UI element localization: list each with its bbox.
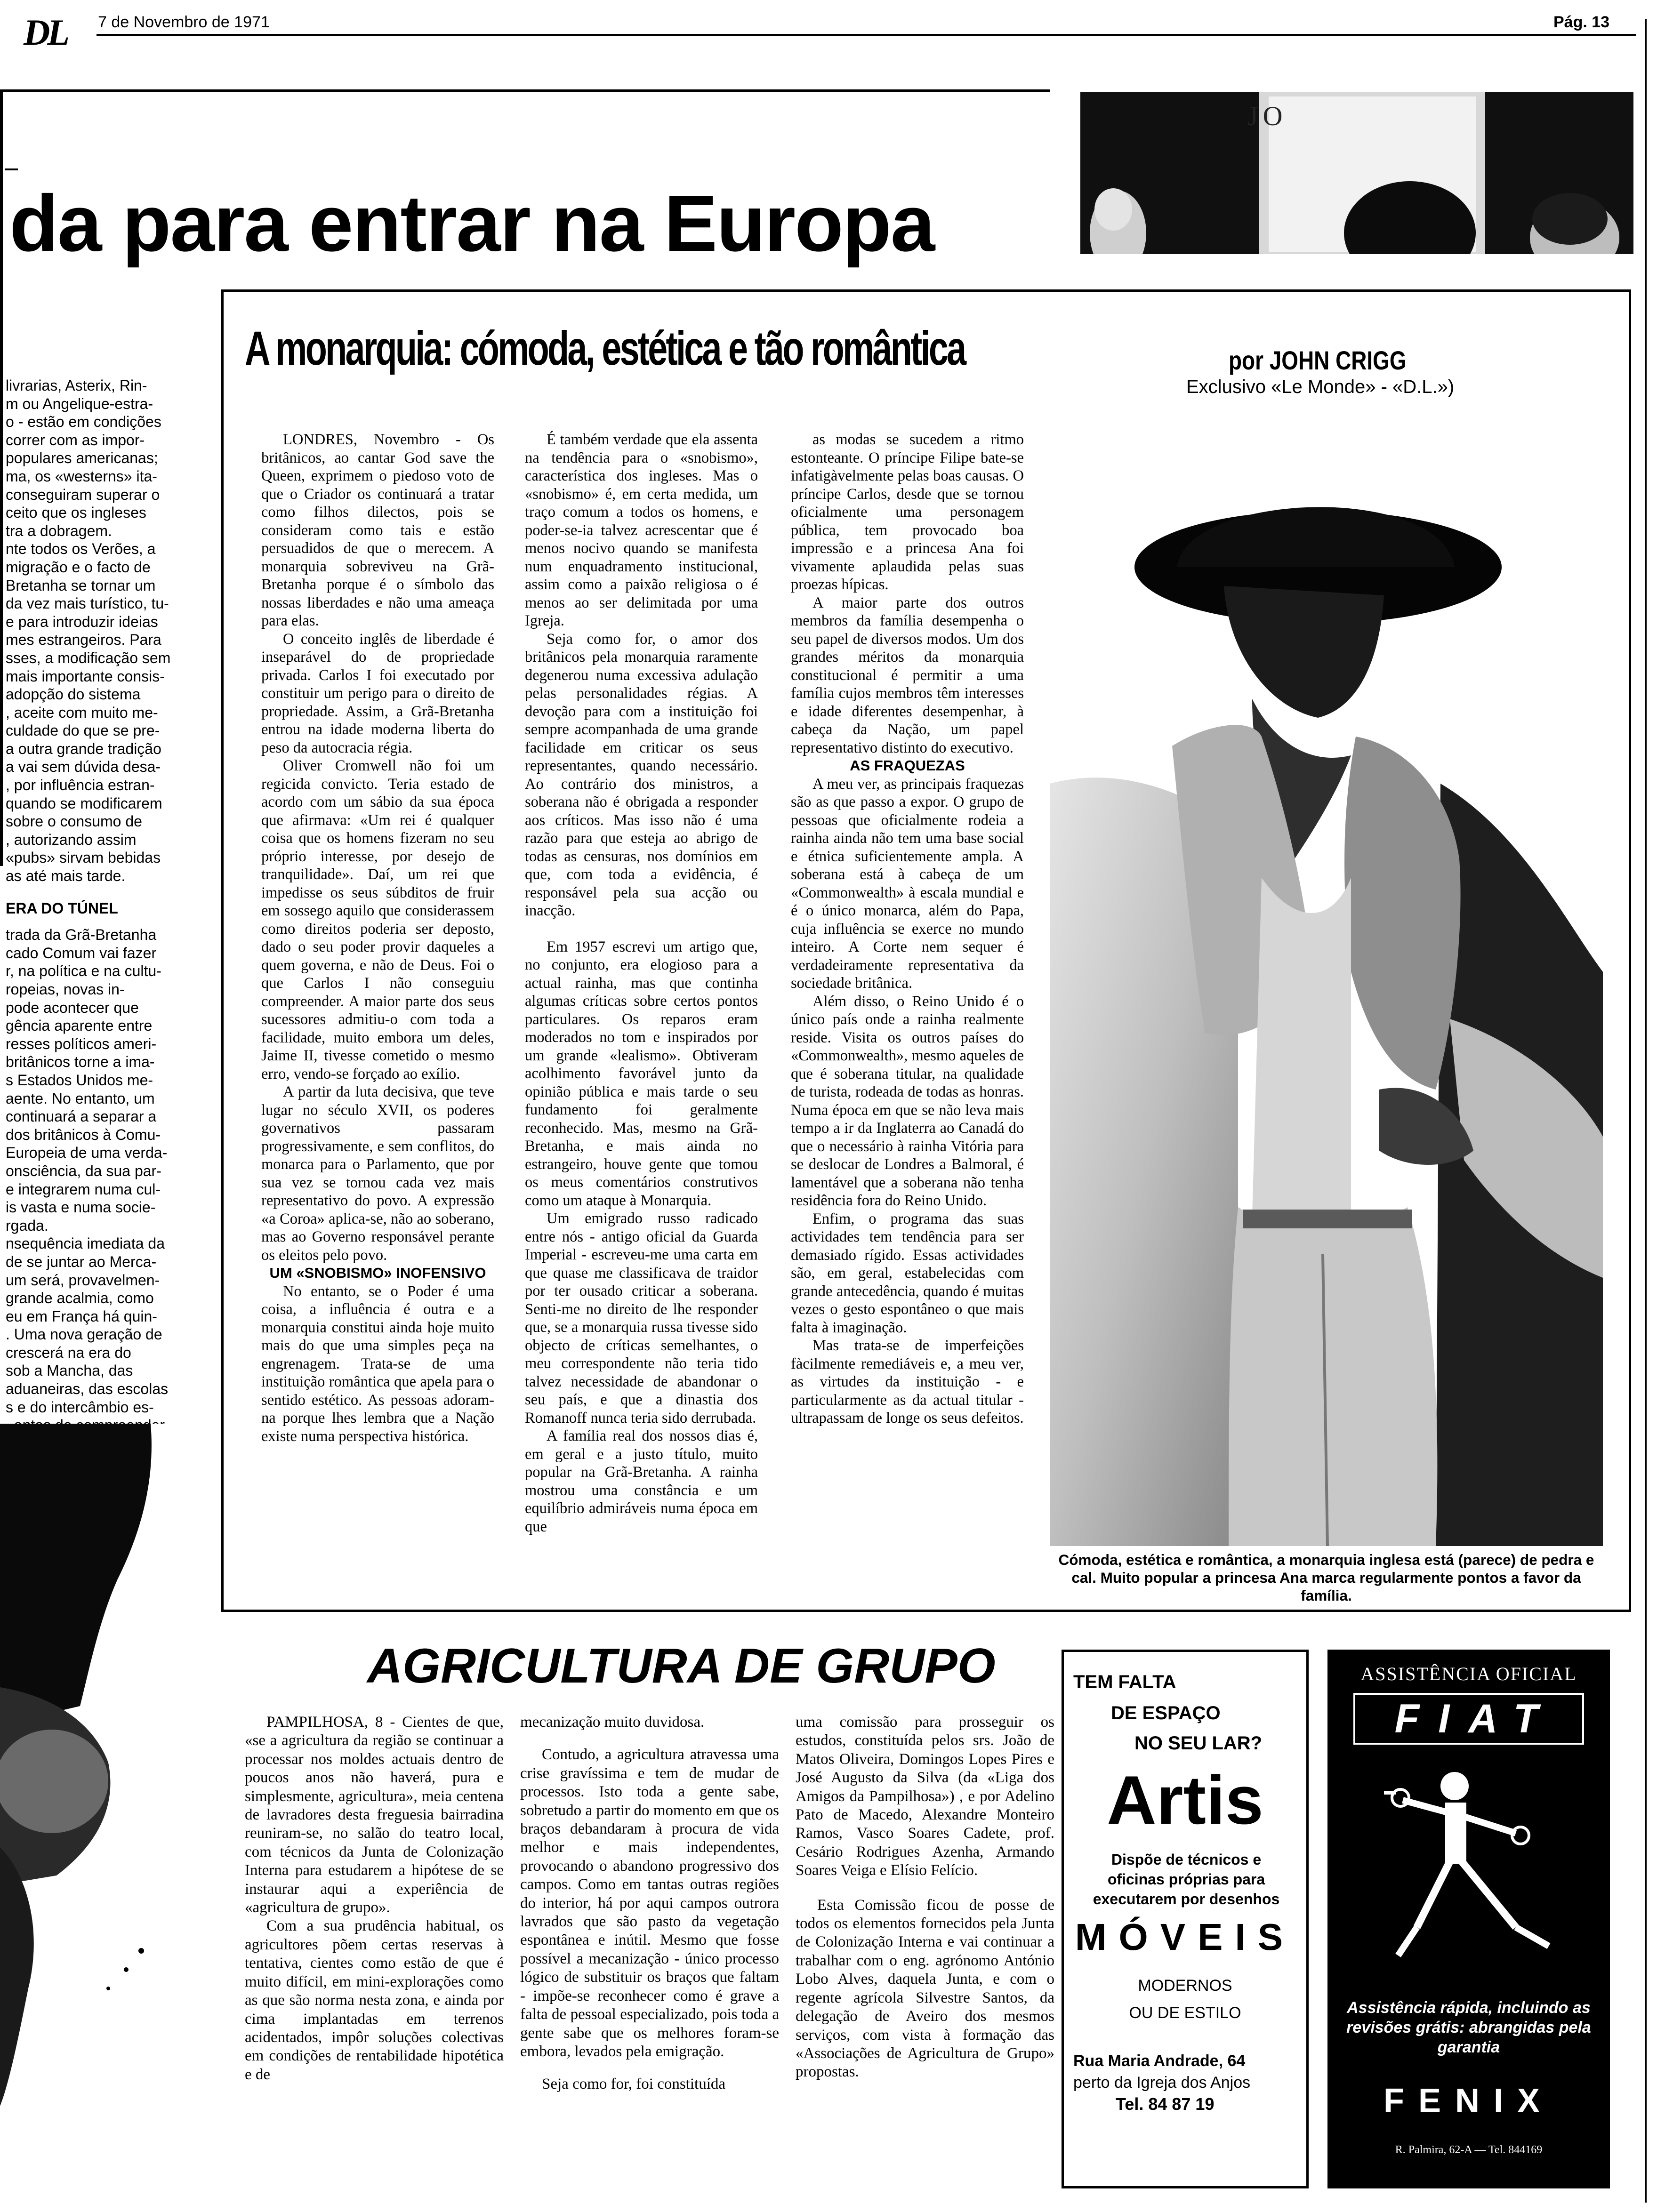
left-line: pode acontecer que	[6, 999, 139, 1016]
article-exclusive: Exclusivo «Le Monde» - «D.L.»)	[1186, 377, 1455, 397]
left-edge-rule	[0, 89, 3, 866]
artis-brand: Artis	[1107, 1762, 1263, 1838]
paragraph: Além disso, o Reino Unido é o único país onde a rainha realmente reside. Visita os outros países do «Commonwealth», mesmo aqueles de que é soberana titular, na qualidade de turista, rodeada de todas as honras. Numa época em que se não leva mais tempo a ir da Inglaterra ao Canadá do que o necessário à rainha Vitória para se deslocar de Londres a Balmoral, é lamentável que a soberana não tenha residência fora do Reino Unido.	[791, 993, 1024, 1209]
left-line: onsciência, da sua par-	[6, 1162, 161, 1179]
princess-photo	[1050, 501, 1603, 1546]
top-photo	[1080, 92, 1633, 254]
agri-column-3	[796, 1713, 1054, 2184]
masthead-logo: DL	[24, 12, 67, 53]
article-subheading: AS FRAQUEZAS	[850, 757, 965, 774]
mechanic-figure-icon	[1375, 1758, 1572, 1970]
left-line: culdade do que se pre-	[6, 722, 160, 739]
paragraph: O conceito inglês de liberdade é inseparável do de propriedade privada. Carlos I foi executado por constituir um perigo para o direito de propriedade. Assim, a Grã-Bretanha entrou na idade moderna liberta do peso da autocracia régia.	[261, 630, 494, 756]
left-line: mes estrangeiros. Para	[6, 631, 161, 649]
left-line: adopção do sistema	[6, 686, 141, 703]
artis-description: Dispõe de técnicos e oficinas próprias para executarem por desenhos	[1093, 1851, 1280, 1907]
left-line: da vez mais turístico, tu-	[6, 595, 169, 612]
fiat-top-text: ASSISTÊNCIA OFICIAL	[1360, 1663, 1577, 1684]
left-line: livrarias, Asterix, Rin-	[6, 377, 147, 394]
article-title: A monarquia: cómoda, estética e tão romântica	[245, 321, 965, 375]
left-line: ma, os «westerns» ita-	[6, 467, 157, 485]
artis-ad	[1062, 1650, 1309, 2188]
left-line: . Uma nova geração de	[6, 1326, 162, 1343]
artis-tel: Tel. 84 87 19	[1116, 2094, 1215, 2114]
left-line: grande acalmia, como	[6, 1290, 154, 1307]
paragraph: as modas se sucedem a ritmo estonteante. O príncipe Filipe bate-se infatigàvelmente pelas boas causas. O príncipe Carlos, desde que se tornou oficialmente uma personagem pública, tem provocado boa impressão e a princesa Ana foi vivamente aplaudida pelas suas proezas hípicas.	[791, 431, 1024, 593]
paragraph: mecanização muito duvidosa.	[520, 1714, 705, 1731]
paragraph: Oliver Cromwell não foi um regicida convicto. Teria estado de acordo com um sábio da sua época que afirmava: «Um rei é qualquer coisa que os homens fizeram no seu próprio interesse, por desejo de tranquilidade». Daí, um rei que impedisse os seus súbditos de fruir em sossego aquilo que considerassem como direitos poderia ser deposto, dado o seu poder provir daqueles a quem governa, e não de Deus. Foi o que Carlos I não conseguiu compreender. A maior parte dos seus sucessores admitiu-o com toda a facilidade, muito embora um deles, Jaime II, tivesse cometido o mesmo erro, vendo-se forçado ao exílio.	[261, 757, 494, 1082]
left-line: r, na política e na cultu-	[6, 962, 161, 980]
paragraph: Seja como for, foi constituída	[542, 2076, 726, 2093]
paragraph: A maior parte dos outros membros da família desempenha o seu papel de diversos modos. Um dos grandes méritos da monarquia constitucional é permitir a uma família cujos membros têm interesses e idade diferentes desempenhar, à cabeça da Nação, um papel representativo distinto do executivo.	[791, 594, 1024, 756]
agri-column-2	[520, 1713, 779, 2184]
fiat-logo	[1353, 1693, 1584, 1745]
left-subheading: ERA DO TÚNEL	[6, 899, 118, 917]
paragraph: A meu ver, as principais fraquezas são as que passo a expor. O grupo de pessoas que oficialmente rodeia a rainha ainda não tem uma base social e étnica suficientemente ampla. A soberana está à cabeça de um «Commonwealth» à escala mundial e é o único monarca, além do Papa, cuja influência se exerce no mundo inteiro. A Corte nem sequer é verdadeiramente representativa da sociedade britânica.	[791, 775, 1024, 992]
left-line: gência aparente entre	[6, 1017, 153, 1034]
left-line: de se juntar ao Merca-	[6, 1253, 157, 1270]
left-line: , autorizando assim	[6, 831, 137, 848]
left-line: s Estados Unidos me-	[6, 1071, 153, 1089]
headline-top-rule	[0, 89, 1050, 92]
paragraph: uma comissão para prosseguir os estudos, constituída pelos srs. João de Matos Oliveira, Domingos Lopes Pires e José Augusto da Silva (da «Liga dos Amigos da Pampilhosa») , e por Adelino Pato de Macedo, Alexandre Monteiro Ramos, Vasco Soares Cadete, prof. Cesário Rodrigues Azenha, Armando Soares Veiga e Elísio Felício.	[796, 1714, 1054, 1879]
left-line: resses políticos ameri-	[6, 1035, 157, 1052]
paragraph: Mas trata-se de imperfeições fàcilmente remediáveis e, a meu ver, as virtudes da instituição - e particularmente as da actual titular - ultrapassam de longe os seus defeitos.	[791, 1337, 1024, 1427]
paragraph: A família real dos nossos dias é, em geral e a justo título, muito popular na Grã-Bretanha. A rainha mostrou uma constância e um equilíbrio admiráveis numa época em que	[525, 1427, 758, 1535]
left-line: cado Comum vai fazer	[6, 944, 157, 962]
left-line: e para introduzir ideias	[6, 613, 158, 630]
left-line: Bretanha se tornar um	[6, 577, 156, 594]
left-line: «pubs» sirvam bebidas	[6, 849, 161, 866]
left-line: mais importante consis-	[6, 667, 165, 685]
article-byline: por JOHN CRIGG	[1229, 345, 1407, 375]
paragraph: Em 1957 escrevi um artigo que, no conjunto, era elogioso para a actual rainha, mas que continha algumas críticas sobre certos pontos particulares. Os reparos eram moderados no tom e inspirados por um grande «lealismo». Obtiveram acolhimento favorável junto da opinião pública e mais tarde o seu fundamento foi geralmente reconhecido. Mas, mesmo na Grã-Bretanha, e mais ainda no estrangeiro, houve gente que tomou os meus comentários construtivos como um ataque à Monarquia.	[525, 938, 758, 1209]
left-line: continuará a separar a	[6, 1108, 157, 1125]
left-line: , por influência estran-	[6, 777, 155, 794]
fiat-description: Assistência rápida, incluindo as revisões grátis: abrangidas pela garantia	[1346, 1999, 1591, 2056]
paragraph: No entanto, se o Poder é uma coisa, a influência é outra e a monarquia constitui ainda hoje muito mais do que uma simples peça na engrenagem. Trata-se de uma instituição romântica que apela para o sentido estético. As pessoas adoram-na porque lhes lembra que a Nação existe numa perspectiva histórica.	[261, 1282, 494, 1445]
artis-near: perto da Igreja dos Anjos	[1073, 2074, 1251, 2092]
left-line: as até mais tarde.	[6, 867, 126, 885]
fiat-logo-text: FIAT	[1394, 1696, 1557, 1741]
left-line: dos britânicos à Comu-	[6, 1126, 161, 1143]
paragraph: Com a sua prudência habitual, os agricultores põem certas reservas à tentativa, cientes como estão de que é muito difícil, em mini-explorações como as que são norma nesta zona, e ainda por cima implantadas em terrenos acidentados, impôr soluções colectivas em condições de rentabilidade hipotética e de	[245, 1917, 504, 2083]
article-subheading: UM «SNOBISMO» INOFENSIVO	[269, 1265, 486, 1281]
left-line: Europeia de uma verda-	[6, 1144, 168, 1162]
left-line: quando se modificarem	[6, 794, 162, 812]
header-date: 7 de Novembro de 1971	[98, 13, 270, 31]
left-line: is vasta e numa socie-	[6, 1199, 156, 1216]
left-line: aente. No entanto, um	[6, 1090, 155, 1107]
left-line: nsequência imediata da	[6, 1235, 165, 1252]
article-column-2	[525, 431, 758, 1595]
headline-notch	[5, 168, 18, 170]
left-bottom-photo-image	[0, 1424, 202, 2200]
left-line: sses, a modificação sem	[6, 649, 171, 666]
paragraph: PAMPILHOSA, 8 - Cientes de que, «se a agricultura da região se continuar a processar nos moldes actuais dentro de poucos anos não haverá, pura e simplesmente, agricultura», meia centena de lavradores desta freguesia bairradina reuniram-se, no salão do teatro local, com técnicos da Junta de Colonização Interna para estudarem a hipótese de se instaurar aqui a experiência de «agricultura de grupo».	[245, 1714, 504, 1916]
paragraph: LONDRES, Novembro - Os britânicos, ao cantar God save the Queen, exprimem o piedoso voto de que o Criador os continuará a tratar como filhos dilectos, pois se consideram como tais e estão persuadidos de que o merecem. A monarquia sobreviveu na Grã-Bretanha porque é o símbolo das nossas liberdades e não uma ameaça para elas.	[261, 431, 494, 629]
article-column-3	[791, 431, 1024, 1595]
left-line: conseguiram superar o	[6, 486, 160, 503]
paragraph: A partir da luta decisiva, que teve lugar no século XVII, os poderes governativos passaram progressivamente, e sem conflitos, do monarca para o Parlamento, que por sua vez se tornou cada vez mais representativo do povo. A expressão «a Coroa» aplica-se, não ao soberano, mas ao Governo responsável perante os eleitos pelo povo.	[261, 1083, 494, 1264]
paragraph: É também verdade que ela assenta na tendência para o «snobismo», característica dos ingleses. Mas o «snobismo» é, em certa medida, um traço comum a todos os homens, e poder-se-ia talvez acrescentar que é menos nocivo quando se manifesta num enquadramento institucional, assim como a paixão religiosa o é menos ao ser delimitada por uma Igreja.	[525, 431, 758, 629]
paragraph: Contudo, a agricultura atravessa uma crise gravíssima e tem de mudar de processos. Isto toda a gente sabe, sobretudo a partir do momento em que os braços debandaram à procura de vida melhor e mais independentes, provocando o abandono progressivo dos campos. Como em tantas outras regiões do interior, há por aqui campos outrora lavrados que são pasto da vegetação espontânea e inútil. Mesmo que fosse possível a mecanização - único processo lógico de substituir os braços que faltam - impõe-se reconhecer como é grave a falta de pessoal especializado, pois toda a gente sabe que os melhores foram-se embora, levados pela emigração.	[520, 1746, 779, 2060]
left-line: um será, provavelmen-	[6, 1271, 160, 1289]
left-line: nte todos os Verões, a	[6, 540, 156, 558]
photo-caption: Cómoda, estética e romântica, a monarquia inglesa está (parece) de pedra e cal. Muito popular a princesa Ana marca regularmente pontos a favor da família.	[1058, 1551, 1594, 1604]
left-line: sobre o consumo de	[6, 813, 142, 830]
artis-line-3: NO SEU LAR?	[1134, 1733, 1263, 1754]
left-line: migração e o facto de	[6, 558, 151, 576]
fiat-ad	[1327, 1650, 1610, 2188]
header-rule	[97, 34, 1636, 36]
left-line: m ou Angelique-estra-	[6, 395, 153, 412]
agri-column-1	[245, 1713, 504, 2184]
fenix-name: FENIX	[1383, 2082, 1554, 2120]
left-line: tra a dobragem.	[6, 522, 112, 539]
left-line: a outra grande tradição	[6, 740, 161, 757]
right-edge-rule	[1645, 19, 1647, 2203]
left-line: correr com as impor-	[6, 431, 145, 449]
paragraph: Seja como for, o amor dos britânicos pela monarquia raramente degenerou numa excessiva adulação pelas personalidades régias. A devoção para com a instituição foi sempre acompanhada de uma grande facilidade em criticar os seus representantes, quando necessário. Ao contrário dos ministros, a soberana não é obrigada a responder aos críticos. Mas isso não é uma razão para que esteja ao abrigo de todas as censuras, nos domínios em que, com toda a evidência, é responsável pela sua acção ou inacção.	[525, 630, 758, 919]
paragraph: Esta Comissão ficou de posse de todos os elementos fornecidos pela Junta de Colonização Interna e vai continuar a trabalhar com o eng. agrónomo António Lobo Alves, daquela Junta, e com o regente agrícola Silvestre Santos, da delegação de Aveiro dos mesmos serviços, com vista à formação das «Associações de Agricultura de Grupo» propostas.	[796, 1896, 1054, 2081]
left-line: britânicos torne a ima-	[6, 1053, 155, 1071]
left-line: , aceite com muito me-	[6, 704, 158, 721]
artis-modernos: MODERNOS	[1138, 1977, 1232, 1995]
artis-line-1: TEM FALTA	[1073, 1672, 1176, 1692]
header-page-number: Pág. 13	[1553, 13, 1610, 31]
left-line: e integrarem numa cul-	[6, 1180, 161, 1198]
left-bottom-photo	[0, 1424, 202, 2200]
left-line: crescerá na era do	[6, 1344, 131, 1361]
left-line: sob a Mancha, das	[6, 1362, 133, 1379]
left-line: ropeias, novas in-	[6, 981, 125, 998]
left-line: trada da Grã-Bretanha	[6, 926, 157, 944]
top-headline: da para entrar na Europa	[9, 179, 934, 268]
left-line: ceito que os ingleses	[6, 504, 146, 521]
paragraph: Enfim, o programa das suas actividades tem tendência para ser demasiado rígido. Essas actividades são, em geral, estabelecidas com grande antecedência, quando é muitas vezes o gesto espontâneo o que mais falta à imaginação.	[791, 1210, 1024, 1336]
top-photo-sign: JO	[1247, 101, 1287, 131]
agri-title: AGRICULTURA DE GRUPO	[367, 1639, 996, 1693]
left-line: rgada.	[6, 1217, 48, 1234]
left-line: aduaneiras, das escolas	[6, 1380, 169, 1398]
top-photo-image	[1080, 92, 1633, 254]
left-line: populares americanas;	[6, 449, 158, 467]
artis-estilo: OU DE ESTILO	[1129, 2004, 1241, 2022]
left-line: o - estão em condições	[6, 413, 161, 431]
princess-photo-image	[1050, 501, 1603, 1546]
fenix-address: R. Palmira, 62-A — Tel. 844169	[1395, 2144, 1543, 2156]
artis-address: Rua Maria Andrade, 64	[1073, 2052, 1246, 2070]
article-column-1	[261, 431, 494, 1595]
paragraph: Um emigrado russo radicado entre nós - antigo oficial da Guarda Imperial - escreveu-me uma carta em que quase me classificava de traidor por ter ousado criticar a soberana. Senti-me no direito de lhe responder que, se a monarquia russa tivesse sido objecto de críticas semelhantes, o meu correspondente não teria tido talvez necessidade de abandonar o seu país, e que a dinastia dos Romanoff nunca teria sido derrubada.	[525, 1210, 758, 1427]
left-column	[6, 377, 189, 1471]
left-line: eu em França há quin-	[6, 1307, 157, 1325]
left-line: a vai sem dúvida desa-	[6, 758, 161, 776]
artis-moveis: MÓVEIS	[1075, 1916, 1295, 1958]
left-line: s e do intercâmbio es-	[6, 1398, 154, 1416]
artis-line-2: DE ESPAÇO	[1111, 1703, 1221, 1723]
